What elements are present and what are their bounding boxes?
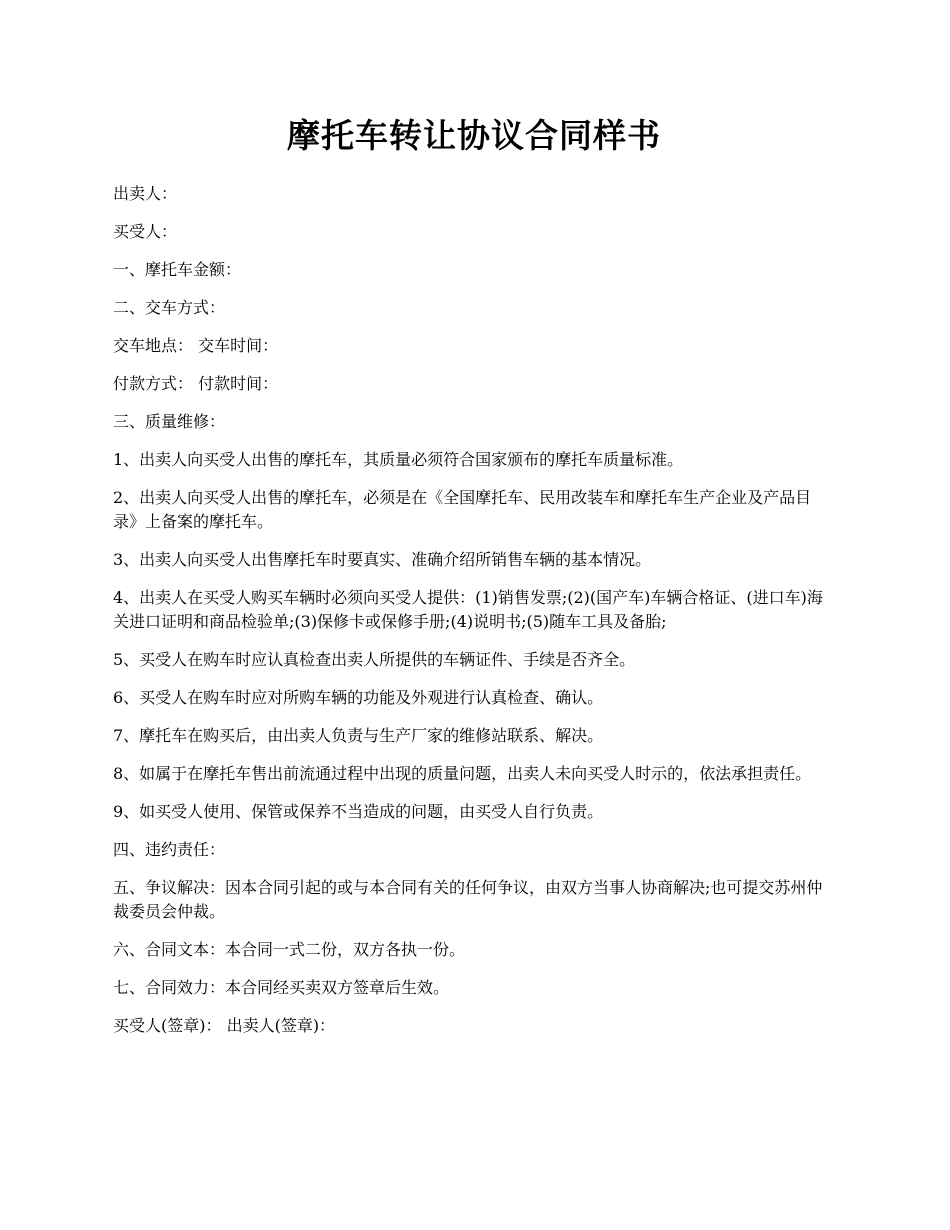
clause-4: 4、出卖人在买受人购买车辆时必须向买受人提供：(1)销售发票;(2)(国产车)车辆合格证、(进口车)海关进口证明和商品检验单;(3)保修卡或保修手册;(4)说明书;(5)随车工具及备胎;: [113, 588, 823, 631]
clause-2: 2、出卖人向买受人出售的摩托车，必须是在《全国摩托车、民用改装车和摩托车生产企业及产品目录》上备案的摩托车。: [113, 488, 812, 531]
section-copies: 六、合同文本：本合同一式二份，双方各执一份。: [113, 940, 466, 959]
payment-method-time: 付款方式： 付款时间：: [113, 374, 279, 393]
clause-3: 3、出卖人向买受人出售摩托车时要真实、准确介绍所销售车辆的基本情况。: [113, 550, 652, 569]
clause-1: 1、出卖人向买受人出售的摩托车，其质量必须符合国家颁布的摩托车质量标准。: [113, 450, 684, 469]
delivery-place-time: 交车地点： 交车时间：: [113, 336, 279, 355]
clause-9: 9、如买受人使用、保管或保养不当造成的问题，由买受人自行负责。: [113, 802, 604, 821]
signature-line: 买受人(签章)： 出卖人(签章)：: [113, 1016, 336, 1035]
section-dispute: 五、争议解决：因本合同引起的或与本合同有关的任何争议，由双方当事人协商解决;也可提交苏州仲裁委员会仲裁。: [113, 878, 823, 921]
section-delivery: 二、交车方式：: [113, 298, 226, 317]
clause-6: 6、买受人在购车时应对所购车辆的功能及外观进行认真检查、确认。: [113, 688, 604, 707]
clause-8: 8、如属于在摩托车售出前流通过程中出现的质量问题，出卖人未向买受人时示的，依法承担责任。: [113, 764, 812, 783]
section-liability: 四、违约责任：: [113, 840, 226, 859]
seller-line: 出卖人：: [113, 184, 178, 203]
clause-7: 7、摩托车在购买后，由出卖人负责与生产厂家的维修站联系、解决。: [113, 726, 604, 745]
document-page: [113, 112, 835, 1052]
document-title: 摩托车转让协议合同样书: [287, 116, 661, 155]
buyer-line: 买受人：: [113, 222, 178, 241]
section-amount: 一、摩托车金额：: [113, 260, 242, 279]
section-effect: 七、合同效力：本合同经买卖双方签章后生效。: [113, 978, 450, 997]
clause-5: 5、买受人在购车时应认真检查出卖人所提供的车辆证件、手续是否齐全。: [113, 650, 636, 669]
section-quality: 三、质量维修：: [113, 412, 226, 431]
